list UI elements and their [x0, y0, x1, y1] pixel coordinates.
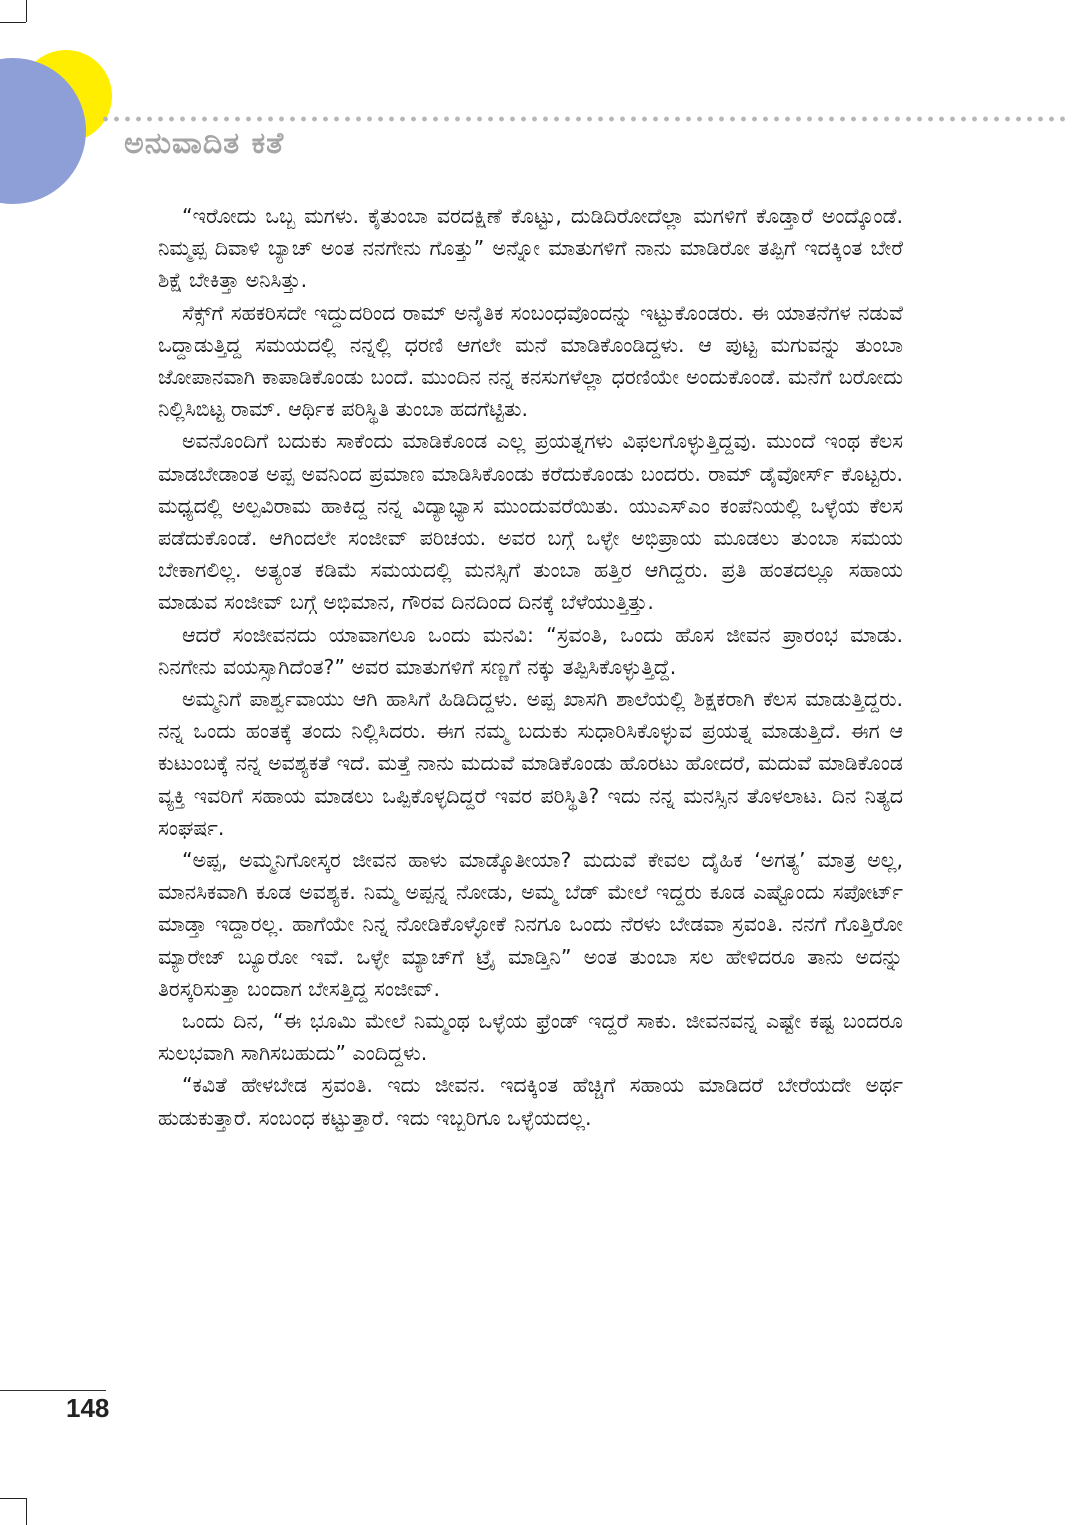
story-body: [158, 200, 903, 1134]
page-number: 148: [66, 1393, 110, 1423]
paragraph: “ಇರೋದು ಒಬ್ಬ ಮಗಳು. ಕೈತುಂಬಾ ವರದಕ್ಷಿಣೆ ಕೊಟ್ಟು, ದುಡಿದಿರೋದೆಲ್ಲಾ ಮಗಳಿಗೆ ಕೊಡ್ತಾರೆ ಅಂದ್ಕೊಂಡೆ. ನಿಮ್ಮಪ್ಪ ದಿವಾಳಿ ಬ್ಯಾಚ್ ಅಂತ ನನಗೇನು ಗೊತ್ತು” ಅನ್ನೋ ಮಾತುಗಳಿಗೆ ನಾನು ಮಾಡಿರೋ ತಪ್ಪಿಗೆ ಇದಕ್ಕಿಂತ ಬೇರೆ ಶಿಕ್ಷೆ ಬೇಕಿತ್ತಾ ಅನಿಸಿತ್ತು.: [158, 204, 903, 293]
paragraph: ಅಮ್ಮನಿಗೆ ಪಾರ್ಶ್ವವಾಯು ಆಗಿ ಹಾಸಿಗೆ ಹಿಡಿದಿದ್ದಳು. ಅಪ್ಪ ಖಾಸಗಿ ಶಾಲೆಯಲ್ಲಿ ಶಿಕ್ಷಕರಾಗಿ ಕೆಲಸ ಮಾಡುತ್ತಿದ್ದರು. ನನ್ನ ಒಂದು ಹಂತಕ್ಕೆ ತಂದು ನಿಲ್ಲಿಸಿದರು. ಈಗ ನಮ್ಮ ಬದುಕು ಸುಧಾರಿಸಿಕೊಳ್ಳುವ ಪ್ರಯತ್ನ ಮಾಡುತ್ತಿದೆ. ಈಗ ಆ ಕುಟುಂಬಕ್ಕೆ ನನ್ನ ಅವಶ್ಯಕತೆ ಇದೆ. ಮತ್ತೆ ನಾನು ಮದುವೆ ಮಾಡಿಕೊಂಡು ಹೊರಟು ಹೋದರೆ, ಮದುವೆ ಮಾಡಿಕೊಂಡ ವ್ಯಕ್ತಿ ಇವರಿಗೆ ಸಹಾಯ ಮಾಡಲು ಒಪ್ಪಿಕೊಳ್ಳದಿದ್ದರೆ ಇವರ ಪರಿಸ್ಥಿತಿ? ಇದು ನನ್ನ ಮನಸ್ಸಿನ ತೊಳಲಾಟ. ದಿನ ನಿತ್ಯದ ಸಂಘರ್ಷ.: [158, 687, 903, 840]
crop-mark-bottom-vertical: [26, 1498, 27, 1525]
paragraph: ಸೆಕ್ಸ್‌ಗೆ ಸಹಕರಿಸದೇ ಇದ್ದುದರಿಂದ ರಾಮ್ ಅನೈತಿಕ ಸಂಬಂಧವೊಂದನ್ನು ಇಟ್ಟುಕೊಂಡರು. ಈ ಯಾತನೆಗಳ ನಡುವೆ ಒದ್ದಾಡುತ್ತಿದ್ದ ಸಮಯದಲ್ಲಿ ನನ್ನಲ್ಲಿ ಧರಣಿ ಆಗಲೇ ಮನೆ ಮಾಡಿಕೊಂಡಿದ್ದಳು. ಆ ಪುಟ್ಟ ಮಗುವನ್ನು ತುಂಬಾ ಜೋಪಾನವಾಗಿ ಕಾಪಾಡಿಕೊಂಡು ಬಂದೆ. ಮುಂದಿನ ನನ್ನ ಕನಸುಗಳೆಲ್ಲಾ ಧರಣಿಯೇ ಅಂದುಕೊಂಡೆ. ಮನೆಗೆ ಬರೋದು ನಿಲ್ಲಿಸಿಬಿಟ್ಟ ರಾಮ್. ಆರ್ಥಿಕ ಪರಿಸ್ಥಿತಿ ತುಂಬಾ ಹದಗೆಟ್ಟಿತು.: [158, 300, 903, 422]
crop-mark-top-vertical: [26, 0, 27, 22]
page-number-rule: [0, 1390, 106, 1391]
dotted-header-rule: [100, 116, 1070, 122]
paragraph: ಒಂದು ದಿನ, “ಈ ಭೂಮಿ ಮೇಲೆ ನಿಮ್ಮಂಥ ಒಳ್ಳೆಯ ಫ್ರೆಂಡ್ ಇದ್ದರೆ ಸಾಕು. ಜೀವನವನ್ನ ಎಷ್ಟೇ ಕಷ್ಟ ಬಂದರೂ ಸುಲಭವಾಗಿ ಸಾಗಿಸಬಹುದು” ಎಂದಿದ್ದಳು.: [158, 1009, 903, 1066]
paragraph: “ಕವಿತೆ ಹೇಳಬೇಡ ಸ್ರವಂತಿ. ಇದು ಜೀವನ. ಇದಕ್ಕಿಂತ ಹೆಚ್ಚಿಗೆ ಸಹಾಯ ಮಾಡಿದರೆ ಬೇರೆಯದೇ ಅರ್ಥ ಹುಡುಕುತ್ತಾರೆ. ಸಂಬಂಧ ಕಟ್ಟುತ್ತಾರೆ. ಇದು ಇಬ್ಬರಿಗೂ ಒಳ್ಳೆಯದಲ್ಲ.: [158, 1073, 903, 1130]
paragraph: ಅವನೊಂದಿಗೆ ಬದುಕು ಸಾಕೆಂದು ಮಾಡಿಕೊಂಡ ಎಲ್ಲ ಪ್ರಯತ್ನಗಳು ವಿಫಲಗೊಳ್ಳುತ್ತಿದ್ದವು. ಮುಂದೆ ಇಂಥ ಕೆಲಸ ಮಾಡಬೇಡಾಂತ ಅಪ್ಪ ಅವನಿಂದ ಪ್ರಮಾಣ ಮಾಡಿಸಿಕೊಂಡು ಕರೆದುಕೊಂಡು ಬಂದರು. ರಾಮ್ ಡೈವೋರ್ಸ್ ಕೊಟ್ಟರು. ಮಧ್ಯದಲ್ಲಿ ಅಲ್ಪವಿರಾಮ ಹಾಕಿದ್ದ ನನ್ನ ವಿದ್ಯಾಭ್ಯಾಸ ಮುಂದುವರೆಯಿತು. ಯುಎಸ್ಎಂ ಕಂಪೆನಿಯಲ್ಲಿ ಒಳ್ಳೆಯ ಕೆಲಸ ಪಡೆದುಕೊಂಡೆ. ಆಗಿಂದಲೇ ಸಂಜೀವ್ ಪರಿಚಯ. ಅವರ ಬಗ್ಗೆ ಒಳ್ಳೇ ಅಭಿಪ್ರಾಯ ಮೂಡಲು ತುಂಬಾ ಸಮಯ ಬೇಕಾಗಲಿಲ್ಲ. ಅತ್ಯಂತ ಕಡಿಮೆ ಸಮಯದಲ್ಲಿ ಮನಸ್ಸಿಗೆ ತುಂಬಾ ಹತ್ತಿರ ಆಗಿದ್ದರು. ಪ್ರತಿ ಹಂತದಲ್ಲೂ ಸಹಾಯ ಮಾಡುವ ಸಂಜೀವ್ ಬಗ್ಗೆ ಅಭಿಮಾನ, ಗೌರವ ದಿನದಿಂದ ದಿನಕ್ಕೆ ಬೆಳೆಯುತ್ತಿತ್ತು.: [158, 429, 903, 615]
crop-mark-top-horizontal: [0, 22, 26, 23]
paragraph: “ಅಪ್ಪ, ಅಮ್ಮನಿಗೋಸ್ಕರ ಜೀವನ ಹಾಳು ಮಾಡ್ಕೊತೀಯಾ? ಮದುವೆ ಕೇವಲ ದೈಹಿಕ ‘ಅಗತ್ಯ’ ಮಾತ್ರ ಅಲ್ಲ, ಮಾನಸಿಕವಾಗಿ ಕೂಡ ಅವಶ್ಯಕ. ನಿಮ್ಮ ಅಪ್ಪನ್ನ ನೋಡು, ಅಮ್ಮ ಬೆಡ್ ಮೇಲೆ ಇದ್ದರು ಕೂಡ ಎಷ್ಟೊಂದು ಸಪೋರ್ಟ್ ಮಾಡ್ತಾ ಇದ್ದಾರಲ್ಲ. ಹಾಗೆಯೇ ನಿನ್ನ ನೋಡಿಕೊಳ್ಳೋಕೆ ನಿನಗೂ ಒಂದು ನೆರಳು ಬೇಡವಾ ಸ್ರವಂತಿ. ನನಗೆ ಗೊತ್ತಿರೋ ಮ್ಯಾರೇಜ್ ಬ್ಯೂರೋ ಇವೆ. ಒಳ್ಳೇ ಮ್ಯಾಚ್‌ಗೆ ಟ್ರೈ ಮಾಡ್ತಿನಿ” ಅಂತ ತುಂಬಾ ಸಲ ಹೇಳಿದರೂ ತಾನು ಅದನ್ನು ತಿರಸ್ಕರಿಸುತ್ತಾ ಬಂದಾಗ ಬೇಸತ್ತಿದ್ದ ಸಂಜೀವ್.: [158, 848, 903, 1001]
paragraph: ಆದರೆ ಸಂಜೀವನದು ಯಾವಾಗಲೂ ಒಂದು ಮನವಿ: “ಸ್ರವಂತಿ, ಒಂದು ಹೊಸ ಜೀವನ ಪ್ರಾರಂಭ ಮಾಡು. ನಿನಗೇನು ವಯಸ್ಸಾಗಿದೆಂತ?” ಅವರ ಮಾತುಗಳಿಗೆ ಸಣ್ಣಗೆ ನಕ್ಕು ತಪ್ಪಿಸಿಕೊಳ್ಳುತ್ತಿದ್ದೆ.: [158, 622, 903, 679]
section-title: ಅನುವಾದಿತ ಕತೆ: [124, 126, 285, 161]
crop-mark-bottom-horizontal: [0, 1498, 26, 1499]
